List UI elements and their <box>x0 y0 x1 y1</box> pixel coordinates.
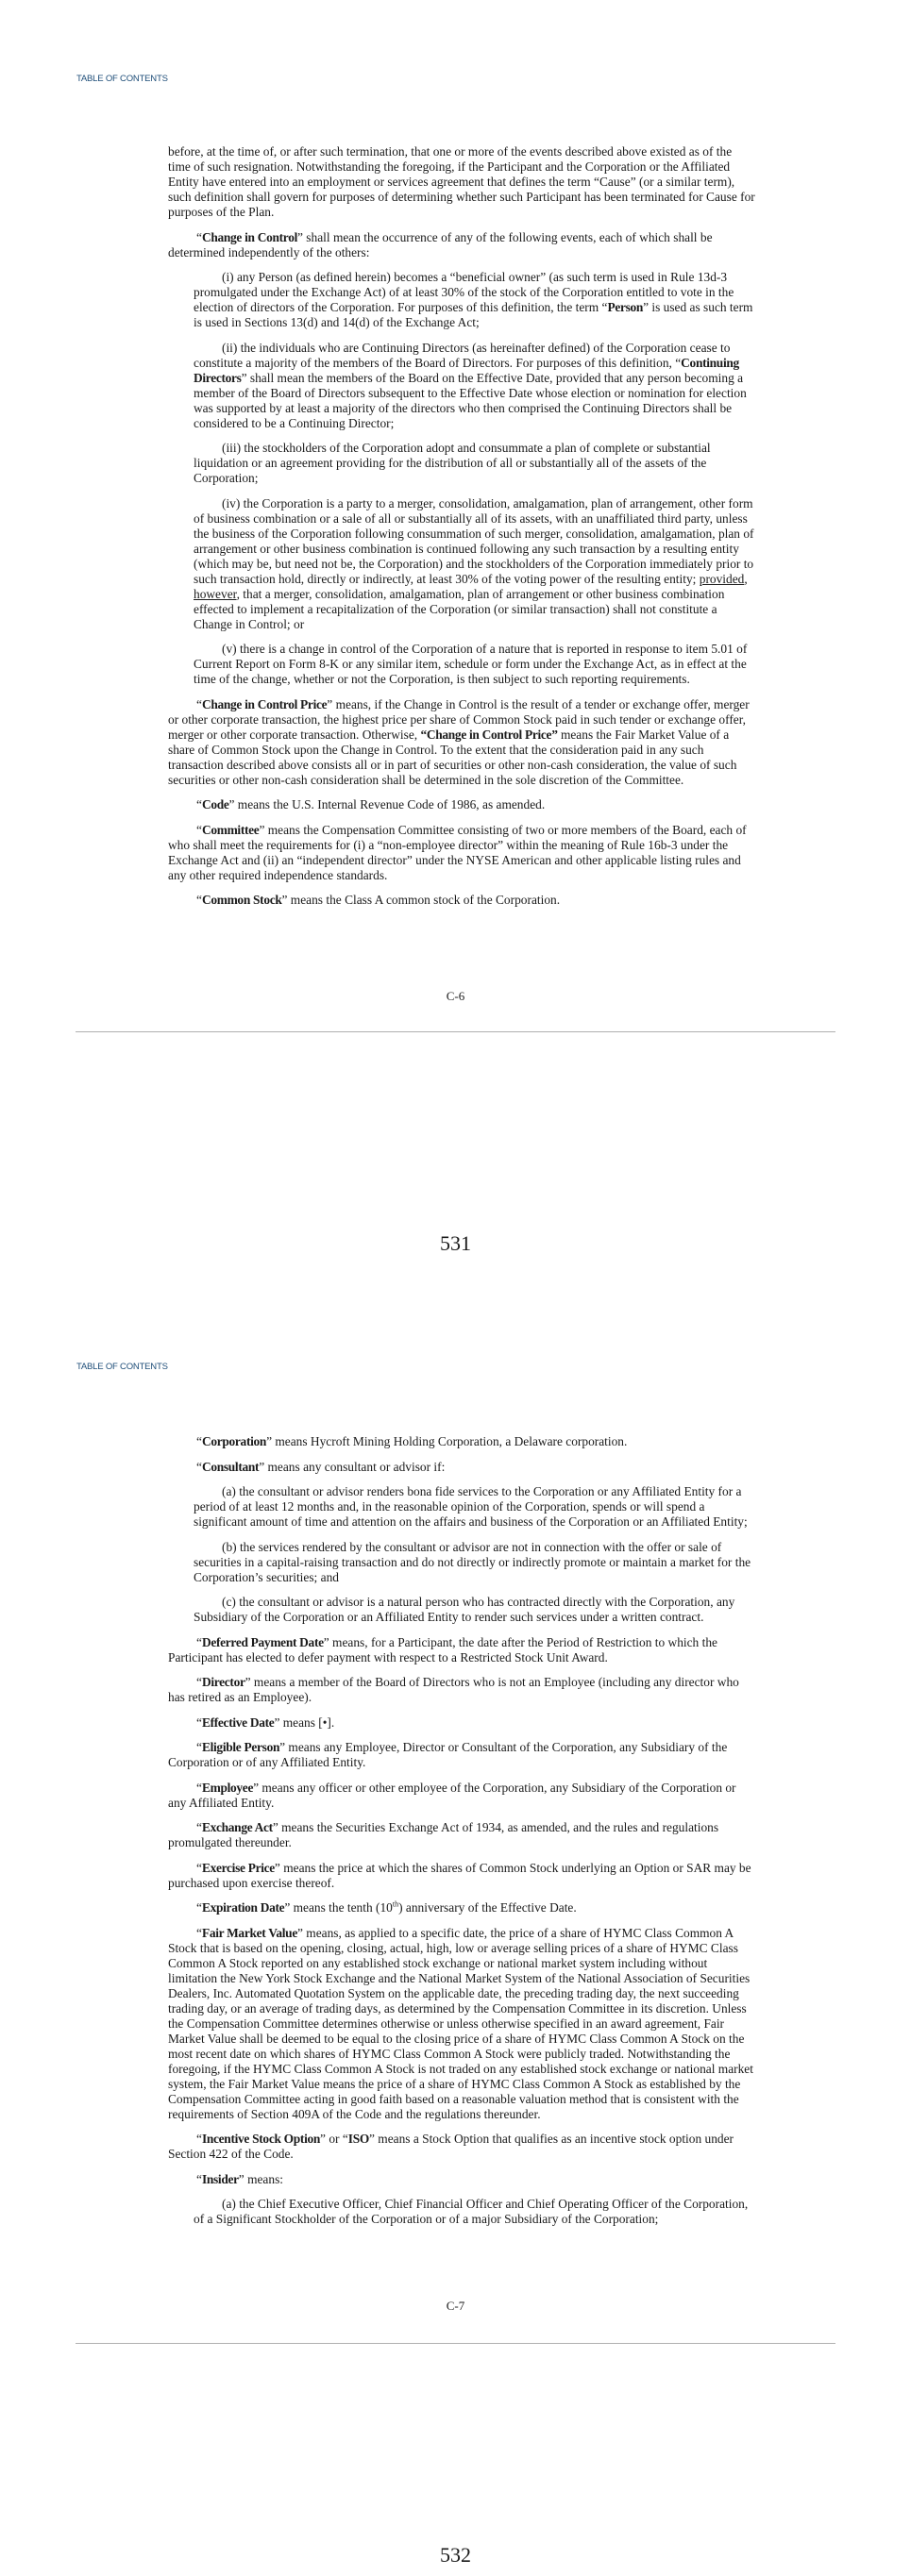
page-folio: C-7 <box>446 2299 465 2313</box>
definition-paragraph <box>168 823 757 883</box>
definition-paragraph <box>168 1820 757 1850</box>
table-of-contents-link[interactable]: TABLE OF CONTENTS <box>76 74 168 84</box>
text-run: ” means the Compensation Committee consisting of two or more members of the Board, each of who shall meet the requirements for (i) a “non-employee director” within the meaning of Rule 16b-3 under the Exchange Act and (ii) an “independent director” under the NYSE American and other applicable listing rules and any other required independence standards. <box>168 822 747 882</box>
defined-term: Code <box>201 797 229 811</box>
text-run: ” means the Class A common stock of the Corporation. <box>281 893 561 907</box>
superscript: th <box>392 1899 399 1909</box>
text-run: “ <box>196 822 202 837</box>
text-run: ” shall mean the occurrence of any of the following events, each of which shall be determined independently of the others: <box>168 229 713 259</box>
text-run: ” means, if the Change in Control is the result of a tender or exchange offer, merger or other corporate transaction, the highest price per share of Common Stock paid in such tender or exchange offer, merger or other corporate transaction. Otherwise, <box>168 696 750 742</box>
definition-paragraph <box>168 230 757 260</box>
page-number: 532 <box>440 2543 471 2567</box>
defined-term: Common Stock <box>201 893 282 907</box>
page-divider <box>76 2343 835 2344</box>
page-c7-body <box>168 1434 757 2237</box>
text-run: (iii) the stockholders of the Corporation adopt and consummate a plan of complete or substantial liquidation or an agreement providing for the distribution of all or substantially all of the assets of the Corporation; <box>194 441 711 485</box>
clause-paragraph <box>194 642 757 687</box>
defined-term: Corporation <box>201 1434 267 1448</box>
text-run: (a) the consultant or advisor renders bona fide services to the Corporation or any Affiliated Entity for a period of at least 12 months and, in the reasonable opinion of the Corporation, spends or will spend a significant amount of time and attention on the affairs and business of the Corporation or an Affiliated Entity; <box>194 1484 748 1529</box>
text-run: “ <box>196 229 202 244</box>
definition-paragraph <box>168 1781 757 1811</box>
text-run: (b) the services rendered by the consultant or advisor are not in connection with the offer or sale of securities in a capital-raising transaction and do not directly or indirectly promote or maintain a market for the Corporation’s securities; and <box>194 1539 751 1584</box>
defined-term: Committee <box>201 822 260 837</box>
text-run: ” means a Stock Option that qualifies as an incentive stock option under Section 422 of the Code. <box>168 2132 734 2161</box>
text-run: “ <box>196 1434 202 1448</box>
text-run: ” is used as such term is used in Sections 13(d) and 14(d) of the Exchange Act; <box>194 300 753 329</box>
text-run: “ <box>196 1675 202 1689</box>
text-run: “ <box>196 1860 202 1875</box>
text-run: means the Fair Market Value of a share of Common Stock upon the Change in Control. To the extent that the consideration paid in any such transaction described above consists all or in part of securities or other non-cash consideration, the value of such securities or other non-cash consideration shall be determined in the sole discretion of the Committee. <box>168 727 737 787</box>
text-run: “ <box>196 797 202 811</box>
page-folio: C-6 <box>446 989 465 1003</box>
defined-term: Eligible Person <box>201 1740 280 1754</box>
text-run: ” means the tenth (10 <box>284 1900 393 1915</box>
text-run: ) anniversary of the Effective Date. <box>398 1900 577 1915</box>
defined-term: Continuing Directors <box>194 355 739 385</box>
clause-paragraph <box>194 341 757 431</box>
defined-term: Person <box>607 300 644 314</box>
text-run: ” means the Securities Exchange Act of 1934, as amended, and the rules and regulations promulgated thereunder. <box>168 1820 719 1849</box>
text-run: “ <box>196 1740 202 1754</box>
text-run: “ <box>196 1459 202 1474</box>
text-run: ” means any Employee, Director or Consultant of the Corporation, any Subsidiary of the Corporation or of any Affiliated Entity. <box>168 1740 728 1769</box>
defined-term: Insider <box>201 2171 239 2186</box>
text-run: “ <box>196 696 202 711</box>
defined-term: Change in Control <box>201 229 298 244</box>
defined-term: Exchange Act <box>201 1820 273 1834</box>
text-run: ” means: <box>238 2171 284 2186</box>
text-run: ” or “ <box>320 2132 348 2146</box>
underlined-text: however <box>194 586 237 601</box>
text-run: ” means the U.S. Internal Revenue Code of 1986, as amended. <box>228 797 546 811</box>
definition-paragraph <box>168 1926 757 2122</box>
defined-term: Fair Market Value <box>201 1925 297 1940</box>
text-run: “ <box>196 1900 202 1915</box>
definition-paragraph <box>168 1715 757 1731</box>
defined-term: Exercise Price <box>201 1860 275 1875</box>
clause-paragraph <box>194 1540 757 1585</box>
defined-term: “Change in Control Price” <box>420 727 558 742</box>
definition-paragraph <box>168 893 757 908</box>
clause-paragraph <box>194 1484 757 1530</box>
text-run: “ <box>196 2171 202 2186</box>
clause-paragraph <box>194 2197 757 2227</box>
text-run: “ <box>196 1780 202 1795</box>
definition-paragraph <box>168 1675 757 1705</box>
definition-paragraph <box>168 1434 757 1449</box>
defined-term: Effective Date <box>201 1715 275 1730</box>
text-run: (i) any Person (as defined herein) becomes a “beneficial owner” (as such term is used in Rule 13d-3 promulgated under the Exchange Act) of at least 30% of the stock of the Corporation entitled to vote in the election of directors of the Corporation. For purposes of this definition, the term “ <box>194 270 734 314</box>
definition-paragraph <box>168 2132 757 2162</box>
clause-paragraph <box>194 441 757 486</box>
defined-term: Director <box>201 1675 245 1689</box>
text-run: ” means any officer or other employee of the Corporation, any Subsidiary of the Corporation or any Affiliated Entity. <box>168 1780 736 1810</box>
clause-paragraph <box>194 270 757 330</box>
defined-term: Employee <box>201 1780 254 1795</box>
definition-paragraph <box>168 144 757 220</box>
text-run: “ <box>196 893 202 907</box>
page-c6-body <box>168 144 757 918</box>
page-number: 531 <box>440 1231 471 1255</box>
definition-paragraph <box>168 2172 757 2187</box>
text-run: ” means [•]. <box>274 1715 335 1730</box>
text-run: ” means, as applied to a specific date, the price of a share of HYMC Class Common A Stock that is based on the opening, closing, actual, high, low or average selling prices of a share of HYMC Class Common A Stock reported on any established stock exchange or national market system including without limitation the New York Stock Exchange and the National Market System of the National Association of Securities Dealers, Inc. Automated Quotation System on the applicable date, the preceding trading day, the next succeeding trading day, or an average of trading days, as determined by the Compensation Committee in its discretion. Unless the Compensation Committee determines otherwise or unless otherwise specified in an award agreement, Fair Market Value shall be deemed to be equal to the closing price of a share of HYMC Class Common A Stock on the most recent date on which shares of HYMC Class Common A Stock were publicly traded. Notwithstanding the foregoing, if the HYMC Class Common A Stock is not traded on any established stock exchange or national market system, the Fair Market Value means the price of a share of HYMC Class Common A Stock as established by the Compensation Committee acting in good faith based on a reasonable valuation method that is consistent with the requirements of Section 409A of the Code and the regulations thereunder. <box>168 1925 753 2121</box>
text-run: “ <box>196 1715 202 1730</box>
text-run: before, at the time of, or after such termination, that one or more of the events described above existed as of the time of such resignation. Notwithstanding the foregoing, if the Participant and the Corporation or the Affiliated Entity have entered into an employment or services agreement that defines the term “Cause” (or a similar term), such definition shall govern for purposes of determining whether such Participant has been terminated for Cause for purposes of the Plan. <box>168 144 755 219</box>
page-divider <box>76 1031 835 1032</box>
text-run: ” shall mean the members of the Board on the Effective Date, provided that any person becoming a member of the Board of Directors subsequent to the Effective Date whose election or nomination for election was supported by at least a majority of the directors who then comprised the Continuing Directors shall be considered to be a Continuing Director; <box>194 370 747 430</box>
defined-term: Deferred Payment Date <box>201 1634 324 1649</box>
text-run: , <box>744 571 748 586</box>
defined-term: Expiration Date <box>201 1900 285 1915</box>
text-run: “ <box>196 1820 202 1834</box>
text-run: ” means a member of the Board of Directors who is not an Employee (including any director who has retired as an Employee). <box>168 1675 739 1704</box>
clause-paragraph <box>194 1595 757 1625</box>
text-run: “ <box>196 1925 202 1940</box>
text-run: ” means the price at which the shares of Common Stock underlying an Option or SAR may be purchased upon exercise thereof. <box>168 1860 751 1890</box>
text-run: ” means any consultant or advisor if: <box>259 1459 446 1474</box>
text-run: , that a merger, consolidation, amalgamation, plan of arrangement or other business combination effected to implement a recapitalization of the Corporation (or similar transaction) shall not constitute a Change in Control; or <box>194 586 725 631</box>
definition-paragraph <box>168 1900 757 1915</box>
defined-term: Change in Control Price <box>201 696 328 711</box>
definition-paragraph <box>168 1740 757 1770</box>
defined-term: Incentive Stock Option <box>201 2132 321 2146</box>
defined-term: Consultant <box>201 1459 260 1474</box>
text-run: ” means, for a Participant, the date after the Period of Restriction to which the Participant has elected to defer payment with respect to a Restricted Stock Unit Award. <box>168 1634 717 1664</box>
clause-paragraph <box>194 496 757 632</box>
text-run: “ <box>196 1634 202 1649</box>
text-run: “ <box>196 2132 202 2146</box>
text-run: (a) the Chief Executive Officer, Chief Financial Officer and Chief Operating Officer of the Corporation, of a Significant Stockholder of the Corporation or of a major Subsidiary of the Corporation; <box>194 2197 749 2226</box>
definition-paragraph <box>168 1635 757 1665</box>
text-run: (ii) the individuals who are Continuing Directors (as hereinafter defined) of the Corporation cease to constitute a majority of the members of the Board of Directors. For purposes of this definition, “ <box>194 340 731 370</box>
text-run: (v) there is a change in control of the Corporation of a nature that is reported in response to item 5.01 of Current Report on Form 8-K or any similar item, schedule or form under the Exchange Act, as in effect at the time of the change, whether or not the Corporation, is then subject to such reporting requirements. <box>194 642 748 686</box>
underlined-text: provided <box>699 571 745 586</box>
text-run: (iv) the Corporation is a party to a merger, consolidation, amalgamation, plan of arrangement, other form of business combination or a sale of all or substantially all of its assets, with an unaffiliated third party, unless the business of the Corporation following consummation of such merger, consolidation, amalgamation, plan of arrangement or other business combination is continued following any such transaction by a resulting entity (which may be, but need not be, the Corporation) and the stockholders of the Corporation immediately prior to such transaction hold, directly or indirectly, at least 30% of the voting power of the resulting entity; <box>194 495 754 586</box>
defined-term: ISO <box>347 2132 369 2146</box>
definition-paragraph <box>168 697 757 788</box>
definition-paragraph <box>168 1861 757 1891</box>
definition-paragraph <box>168 1460 757 1475</box>
text-run: ” means Hycroft Mining Holding Corporation, a Delaware corporation. <box>266 1434 628 1448</box>
text-run: (c) the consultant or advisor is a natural person who has contracted directly with the Corporation, any Subsidiary of the Corporation or an Affiliated Entity to render such services under a written contract. <box>194 1595 735 1624</box>
table-of-contents-link[interactable]: TABLE OF CONTENTS <box>76 1362 168 1372</box>
definition-paragraph <box>168 797 757 812</box>
